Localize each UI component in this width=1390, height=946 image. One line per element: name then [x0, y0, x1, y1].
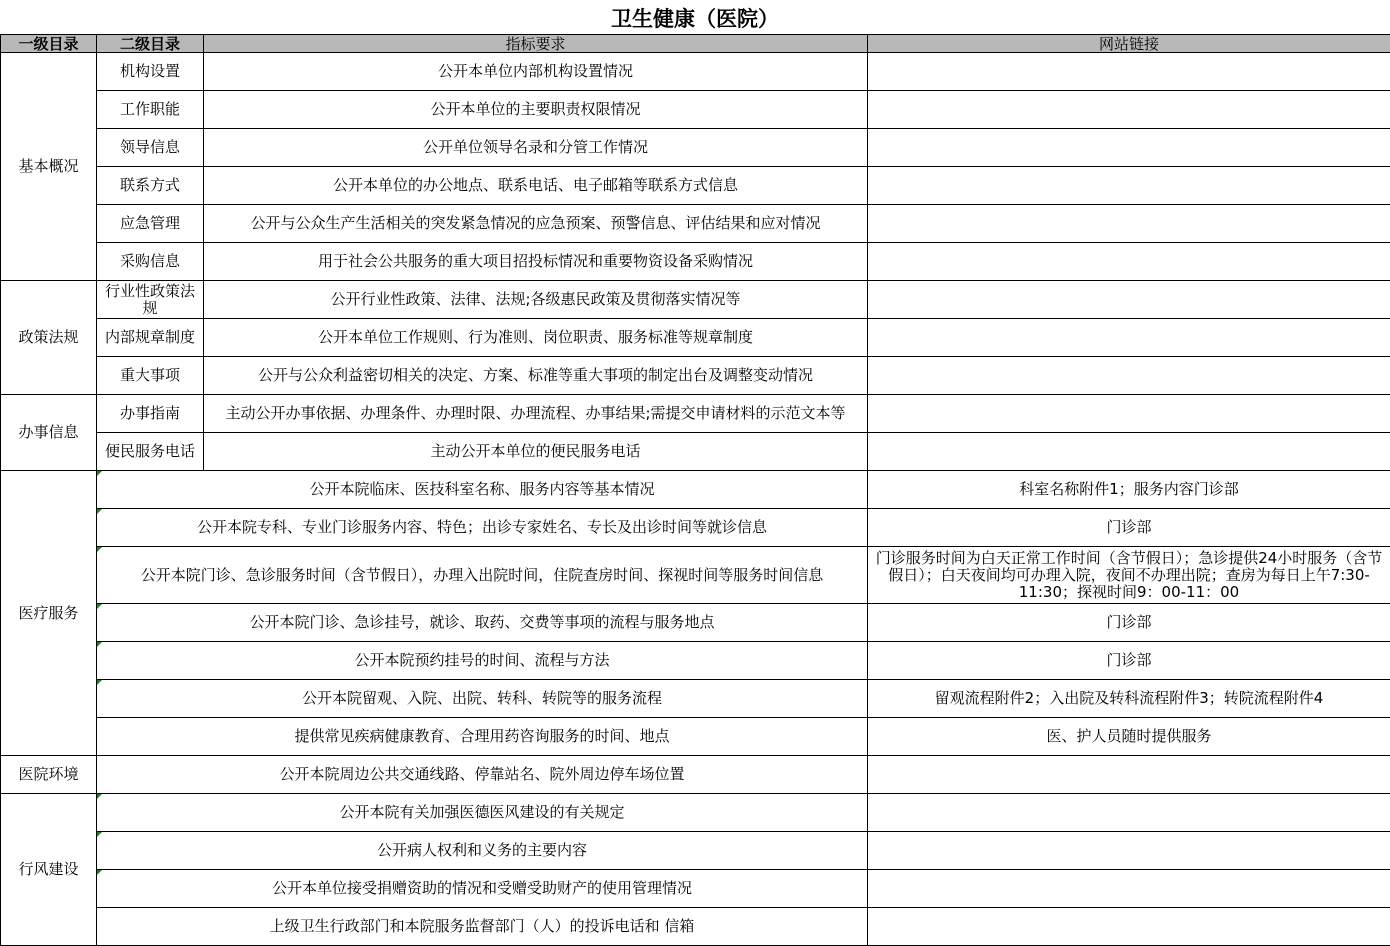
level2-cell[interactable]: 机构设置	[97, 53, 204, 91]
link-cell[interactable]	[868, 870, 1390, 908]
link-cell[interactable]	[868, 129, 1390, 167]
table-row	[1, 756, 1390, 794]
link-cell[interactable]	[868, 91, 1390, 129]
link-cell[interactable]: 门诊部	[868, 509, 1390, 547]
header-requirement[interactable]: 指标要求	[204, 35, 868, 53]
link-cell[interactable]: 医、护人员随时提供服务	[868, 718, 1390, 756]
table-row	[1, 205, 1390, 243]
header-link[interactable]: 网站链接	[868, 35, 1390, 53]
requirement-cell[interactable]: 公开本院专科、专业门诊服务内容、特色；出诊专家姓名、专长及出诊时间等就诊信息	[97, 509, 868, 547]
header-level2[interactable]: 二级目录	[97, 35, 204, 53]
requirement-cell[interactable]: 主动公开本单位的便民服务电话	[204, 433, 868, 471]
level1-cell-basic[interactable]: 基本概况	[1, 53, 97, 281]
link-cell[interactable]	[868, 794, 1390, 832]
link-cell[interactable]: 留观流程附件2；入出院及转科流程附件3；转院流程附件4	[868, 680, 1390, 718]
table-row	[1, 547, 1390, 604]
level2-cell[interactable]: 应急管理	[97, 205, 204, 243]
link-cell[interactable]	[868, 433, 1390, 471]
requirement-cell[interactable]: 公开病人权利和义务的主要内容	[97, 832, 868, 870]
level2-cell[interactable]: 重大事项	[97, 357, 204, 395]
table-row	[1, 53, 1390, 91]
link-cell[interactable]	[868, 832, 1390, 870]
requirement-cell[interactable]: 提供常见疾病健康教育、合理用药咨询服务的时间、地点	[97, 718, 868, 756]
header-level1[interactable]: 一级目录	[1, 35, 97, 53]
requirement-cell[interactable]: 上级卫生行政部门和本院服务监督部门（人）的投诉电话和 信箱	[97, 908, 868, 946]
requirement-cell[interactable]: 公开本院留观、入院、出院、转科、转院等的服务流程	[97, 680, 868, 718]
link-cell[interactable]: 门诊服务时间为白天正常工作时间（含节假日）；急诊提供24小时服务（含节假日）；白天夜间均可办理入院，夜间不办理出院；查房为每日上午7:30-11:30；探视时间9：00-11：00	[868, 547, 1390, 604]
table-row	[1, 908, 1390, 946]
table-row	[1, 604, 1390, 642]
requirement-cell[interactable]: 公开本院门诊、急诊挂号，就诊、取药、交费等事项的流程与服务地点	[97, 604, 868, 642]
requirement-cell[interactable]: 公开本院门诊、急诊服务时间（含节假日），办理入出院时间，住院查房时间、探视时间等服务时间信息	[97, 547, 868, 604]
link-cell[interactable]	[868, 357, 1390, 395]
table-row	[1, 471, 1390, 509]
sheet-title: 卫生健康（医院）	[611, 6, 779, 31]
level2-cell[interactable]: 工作职能	[97, 91, 204, 129]
header-row	[1, 35, 1390, 53]
requirement-cell[interactable]: 公开与公众利益密切相关的决定、方案、标准等重大事项的制定出台及调整变动情况	[204, 357, 868, 395]
requirement-cell[interactable]: 公开本院有关加强医德医风建设的有关规定	[97, 794, 868, 832]
level2-cell[interactable]: 行业性政策法规	[97, 281, 204, 319]
table-row	[1, 319, 1390, 357]
link-cell[interactable]	[868, 243, 1390, 281]
level2-cell[interactable]: 内部规章制度	[97, 319, 204, 357]
level2-cell[interactable]: 领导信息	[97, 129, 204, 167]
table-row	[1, 91, 1390, 129]
level2-cell[interactable]: 便民服务电话	[97, 433, 204, 471]
table-row	[1, 642, 1390, 680]
table-row	[1, 167, 1390, 205]
link-cell[interactable]	[868, 319, 1390, 357]
requirement-cell[interactable]: 公开本单位接受捐赠资助的情况和受赠受助财产的使用管理情况	[97, 870, 868, 908]
requirement-cell[interactable]: 公开与公众生产生活相关的突发紧急情况的应急预案、预警信息、评估结果和应对情况	[204, 205, 868, 243]
requirement-cell[interactable]: 公开本院临床、医技科室名称、服务内容等基本情况	[97, 471, 868, 509]
link-cell[interactable]: 科室名称附件1；服务内容门诊部	[868, 471, 1390, 509]
level1-cell-medical[interactable]: 医疗服务	[1, 471, 97, 756]
requirement-cell[interactable]: 公开本院周边公共交通线路、停靠站名、院外周边停车场位置	[97, 756, 868, 794]
table-row	[1, 395, 1390, 433]
table-row	[1, 281, 1390, 319]
requirement-cell[interactable]: 用于社会公共服务的重大项目招投标情况和重要物资设备采购情况	[204, 243, 868, 281]
table-row	[1, 718, 1390, 756]
table-row	[1, 243, 1390, 281]
link-cell[interactable]	[868, 167, 1390, 205]
disclosure-table	[0, 34, 1390, 946]
level1-cell-policy[interactable]: 政策法规	[1, 281, 97, 395]
requirement-cell[interactable]: 公开本单位的办公地点、联系电话、电子邮箱等联系方式信息	[204, 167, 868, 205]
requirement-cell[interactable]: 公开本单位的主要职责权限情况	[204, 91, 868, 129]
level1-cell-affairs[interactable]: 办事信息	[1, 395, 97, 471]
link-cell[interactable]: 门诊部	[868, 604, 1390, 642]
link-cell[interactable]	[868, 53, 1390, 91]
requirement-cell[interactable]: 公开本院预约挂号的时间、流程与方法	[97, 642, 868, 680]
table-row	[1, 680, 1390, 718]
level1-cell-environment[interactable]: 医院环境	[1, 756, 97, 794]
requirement-cell[interactable]: 公开单位领导名录和分管工作情况	[204, 129, 868, 167]
table-row	[1, 870, 1390, 908]
link-cell[interactable]: 门诊部	[868, 642, 1390, 680]
table-row	[1, 832, 1390, 870]
requirement-cell[interactable]: 公开本单位工作规则、行为准则、岗位职责、服务标准等规章制度	[204, 319, 868, 357]
link-cell[interactable]	[868, 205, 1390, 243]
requirement-cell[interactable]: 公开本单位内部机构设置情况	[204, 53, 868, 91]
table-row	[1, 794, 1390, 832]
requirement-cell[interactable]: 主动公开办事依据、办理条件、办理时限、办理流程、办事结果;需提交申请材料的示范文本等	[204, 395, 868, 433]
table-row	[1, 433, 1390, 471]
link-cell[interactable]	[868, 756, 1390, 794]
level2-cell[interactable]: 联系方式	[97, 167, 204, 205]
link-cell[interactable]	[868, 908, 1390, 946]
table-row	[1, 509, 1390, 547]
level2-cell[interactable]: 办事指南	[97, 395, 204, 433]
link-cell[interactable]	[868, 395, 1390, 433]
table-row	[1, 129, 1390, 167]
requirement-cell[interactable]: 公开行业性政策、法律、法规;各级惠民政策及贯彻落实情况等	[204, 281, 868, 319]
table-row	[1, 357, 1390, 395]
level1-cell-conduct[interactable]: 行风建设	[1, 794, 97, 946]
link-cell[interactable]	[868, 281, 1390, 319]
level2-cell[interactable]: 采购信息	[97, 243, 204, 281]
